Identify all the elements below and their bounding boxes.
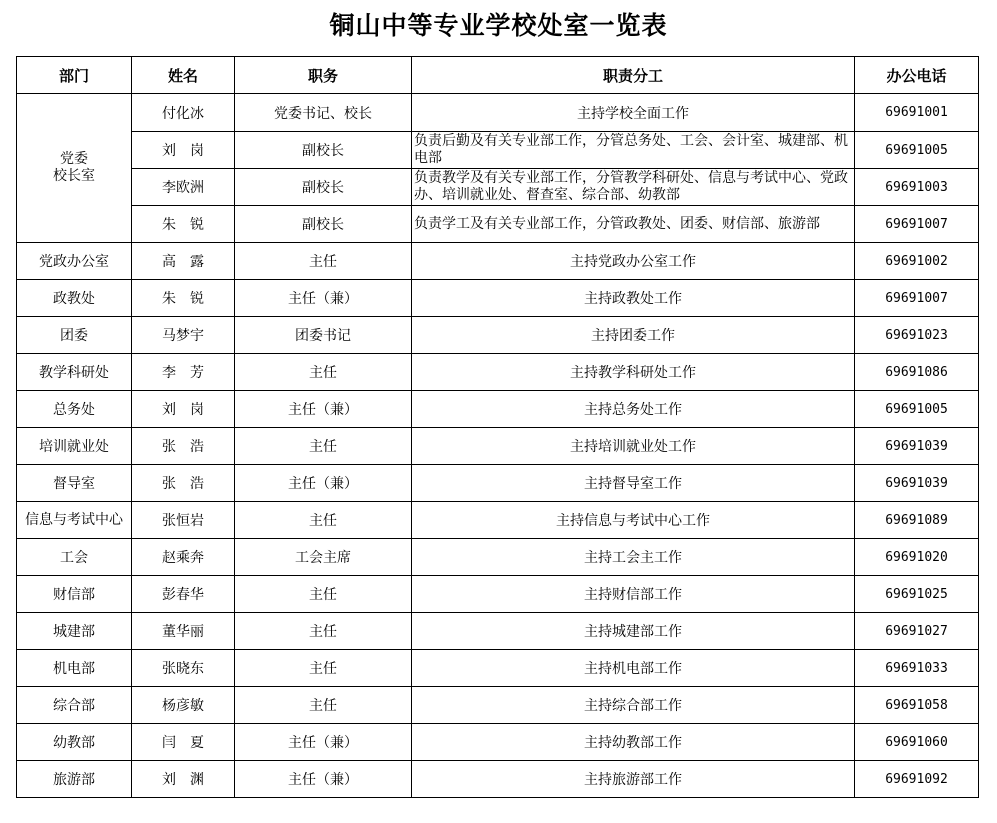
duty-cell: 主持综合部工作 <box>412 687 855 724</box>
name-cell: 张 浩 <box>132 428 235 465</box>
dept-cell: 政教处 <box>17 280 132 317</box>
position-cell: 主任（兼） <box>235 761 412 798</box>
duty-cell: 主持旅游部工作 <box>412 761 855 798</box>
leadership-dept-cell <box>17 94 132 243</box>
leadership-dept-line2: 校长室 <box>53 168 95 184</box>
duty-cell: 负责后勤及有关专业部工作，分管总务处、工会、会计室、城建部、机电部 <box>412 132 855 169</box>
duty-cell: 主持幼教部工作 <box>412 724 855 761</box>
phone-cell: 69691039 <box>855 465 979 502</box>
duty-cell: 主持城建部工作 <box>412 613 855 650</box>
position-cell: 副校长 <box>235 169 412 206</box>
duty-cell: 主持督导室工作 <box>412 465 855 502</box>
duty-cell: 主持学校全面工作 <box>412 94 855 132</box>
position-cell: 主任 <box>235 354 412 391</box>
phone-cell: 69691002 <box>855 243 979 280</box>
dept-cell: 督导室 <box>17 465 132 502</box>
dept-cell: 教学科研处 <box>17 354 132 391</box>
name-cell: 李 芳 <box>132 354 235 391</box>
header-name: 姓名 <box>132 57 235 94</box>
position-cell: 主任 <box>235 576 412 613</box>
position-cell: 党委书记、校长 <box>235 94 412 132</box>
name-cell: 刘 岗 <box>132 132 235 169</box>
phone-cell: 69691060 <box>855 724 979 761</box>
position-cell: 团委书记 <box>235 317 412 354</box>
header-duty: 职责分工 <box>412 57 855 94</box>
name-cell: 朱 锐 <box>132 206 235 243</box>
table-row <box>17 391 979 428</box>
name-cell: 杨彦敏 <box>132 687 235 724</box>
header-dept: 部门 <box>17 57 132 94</box>
dept-cell: 总务处 <box>17 391 132 428</box>
phone-cell: 69691039 <box>855 428 979 465</box>
table-row <box>17 428 979 465</box>
position-cell: 主任（兼） <box>235 280 412 317</box>
duty-cell: 主持教学科研处工作 <box>412 354 855 391</box>
table-row <box>17 687 979 724</box>
duty-cell: 主持党政办公室工作 <box>412 243 855 280</box>
duty-cell: 主持培训就业处工作 <box>412 428 855 465</box>
name-cell: 马梦宇 <box>132 317 235 354</box>
office-directory-table <box>16 56 979 798</box>
duty-cell: 主持财信部工作 <box>412 576 855 613</box>
dept-cell: 团委 <box>17 317 132 354</box>
name-cell: 张恒岩 <box>132 502 235 539</box>
dept-cell: 综合部 <box>17 687 132 724</box>
phone-cell: 69691007 <box>855 280 979 317</box>
name-cell: 董华丽 <box>132 613 235 650</box>
name-cell: 付化冰 <box>132 94 235 132</box>
position-cell: 主任（兼） <box>235 391 412 428</box>
dept-cell: 机电部 <box>17 650 132 687</box>
name-cell: 高 露 <box>132 243 235 280</box>
position-cell: 主任（兼） <box>235 465 412 502</box>
position-cell: 主任 <box>235 687 412 724</box>
table-row <box>17 243 979 280</box>
name-cell: 赵乘奔 <box>132 539 235 576</box>
name-cell: 刘 渊 <box>132 761 235 798</box>
dept-cell: 培训就业处 <box>17 428 132 465</box>
phone-cell: 69691058 <box>855 687 979 724</box>
dept-cell: 信息与考试中心 <box>17 502 132 539</box>
phone-cell: 69691025 <box>855 576 979 613</box>
position-cell: 工会主席 <box>235 539 412 576</box>
name-cell: 刘 岗 <box>132 391 235 428</box>
table-row <box>17 650 979 687</box>
table-row <box>17 169 979 206</box>
name-cell: 张晓东 <box>132 650 235 687</box>
table-row <box>17 539 979 576</box>
position-cell: 副校长 <box>235 206 412 243</box>
position-cell: 主任 <box>235 243 412 280</box>
table-header-row <box>17 57 979 94</box>
table-row <box>17 761 979 798</box>
table-row <box>17 317 979 354</box>
name-cell: 闫 夏 <box>132 724 235 761</box>
phone-cell: 69691033 <box>855 650 979 687</box>
duty-cell: 主持工会主工作 <box>412 539 855 576</box>
duty-cell: 主持机电部工作 <box>412 650 855 687</box>
position-cell: 主任 <box>235 650 412 687</box>
position-cell: 主任 <box>235 613 412 650</box>
name-cell: 彭春华 <box>132 576 235 613</box>
phone-cell: 69691092 <box>855 761 979 798</box>
phone-cell: 69691003 <box>855 169 979 206</box>
table-row <box>17 465 979 502</box>
table-row <box>17 354 979 391</box>
dept-cell: 幼教部 <box>17 724 132 761</box>
phone-cell: 69691027 <box>855 613 979 650</box>
duty-cell: 负责学工及有关专业部工作，分管政教处、团委、财信部、旅游部 <box>412 206 855 243</box>
table-row <box>17 724 979 761</box>
table-row <box>17 94 979 132</box>
header-position: 职务 <box>235 57 412 94</box>
table-row <box>17 280 979 317</box>
phone-cell: 69691089 <box>855 502 979 539</box>
table-row <box>17 206 979 243</box>
duty-cell: 主持信息与考试中心工作 <box>412 502 855 539</box>
position-cell: 主任 <box>235 502 412 539</box>
dept-cell: 旅游部 <box>17 761 132 798</box>
phone-cell: 69691005 <box>855 132 979 169</box>
position-cell: 主任（兼） <box>235 724 412 761</box>
duty-cell: 主持总务处工作 <box>412 391 855 428</box>
dept-cell: 城建部 <box>17 613 132 650</box>
leadership-dept-line1: 党委 <box>60 151 88 167</box>
duty-cell: 负责教学及有关专业部工作，分管教学科研处、信息与考试中心、党政办、培训就业处、督查室、综合部、幼教部 <box>412 169 855 206</box>
phone-cell: 69691001 <box>855 94 979 132</box>
phone-cell: 69691020 <box>855 539 979 576</box>
name-cell: 张 浩 <box>132 465 235 502</box>
phone-cell: 69691023 <box>855 317 979 354</box>
table-row <box>17 576 979 613</box>
dept-cell: 财信部 <box>17 576 132 613</box>
table-row <box>17 502 979 539</box>
phone-cell: 69691086 <box>855 354 979 391</box>
table-row <box>17 132 979 169</box>
dept-cell: 工会 <box>17 539 132 576</box>
table-row <box>17 613 979 650</box>
name-cell: 朱 锐 <box>132 280 235 317</box>
header-phone: 办公电话 <box>855 57 979 94</box>
duty-cell: 主持团委工作 <box>412 317 855 354</box>
position-cell: 副校长 <box>235 132 412 169</box>
dept-cell: 党政办公室 <box>17 243 132 280</box>
position-cell: 主任 <box>235 428 412 465</box>
page-title: 铜山中等专业学校处室一览表 <box>329 11 668 40</box>
phone-cell: 69691007 <box>855 206 979 243</box>
duty-cell: 主持政教处工作 <box>412 280 855 317</box>
phone-cell: 69691005 <box>855 391 979 428</box>
name-cell: 李欧洲 <box>132 169 235 206</box>
